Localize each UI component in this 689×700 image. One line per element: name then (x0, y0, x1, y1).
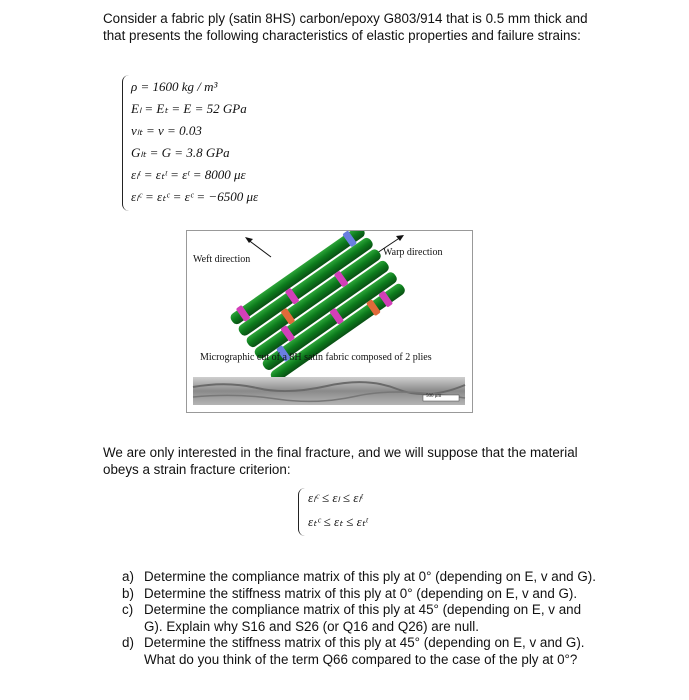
criterion-brace (298, 488, 305, 536)
weft-arrow-line (247, 239, 271, 257)
figure-caption: Micrographic cut of a 8H satin fabric composed of 2 plies (200, 352, 432, 363)
question-letter: d) (122, 635, 134, 650)
fabric-figure (186, 230, 473, 413)
warp-direction-label: Warp direction (383, 247, 443, 258)
compressive-strain-line: εₗᶜ = εₜᶜ = εᶜ = −6500 με (131, 189, 259, 204)
modulus-line: Eₗ = Eₜ = E = 52 GPa (131, 101, 247, 116)
question-b (122, 586, 602, 603)
material-properties (122, 75, 322, 211)
question-list (122, 569, 602, 668)
properties-brace (122, 75, 129, 211)
shear-modulus-line: Gₗₜ = G = 3.8 GPa (131, 145, 230, 160)
question-letter: c) (122, 602, 134, 617)
density-line: ρ = 1600 kg / m³ (131, 79, 218, 94)
weft-direction-label: Weft direction (193, 254, 251, 265)
question-letter: b) (122, 585, 134, 601)
question-text: Determine the stiffness matrix of this ply at 45° (depending on E, v and G). What do you think of the term Q66 compared to the case of the ply at 0°? (144, 635, 585, 667)
scale-label: 500 μm (426, 394, 442, 399)
question-text: Determine the compliance matrix of this ply at 45° (depending on E, v and G). Explain why S16 and S26 (or Q16 and Q26) are null. (144, 602, 582, 634)
question-text: Determine the stiffness matrix of this ply at 0° (depending on E, v and G). (144, 585, 578, 601)
tensile-strain-line: εₗᵗ = εₜᵗ = εᵗ = 8000 με (131, 167, 246, 182)
criterion-intro: We are only interested in the final fracture, and we will suppose that the material obeys a strain fracture criterion: (103, 445, 578, 477)
poisson-line: νₗₜ = ν = 0.03 (131, 123, 202, 138)
intro-paragraph: Consider a fabric ply (satin 8HS) carbon/epoxy G803/914 that is 0.5 mm thick and that presents the following characteristics of elastic properties and failure strains: (103, 11, 588, 43)
question-c (122, 602, 602, 635)
question-d (122, 635, 602, 668)
criterion-transverse: εₜᶜ ≤ εₜ ≤ εₜᵗ (308, 514, 368, 529)
strain-criterion (298, 488, 418, 538)
question-a (122, 569, 602, 586)
question-text: Determine the compliance matrix of this ply at 0° (depending on E, v and G). (144, 569, 596, 584)
question-letter: a) (122, 569, 134, 584)
criterion-longitudinal: εₗᶜ ≤ εₗ ≤ εₗᵗ (308, 490, 363, 505)
